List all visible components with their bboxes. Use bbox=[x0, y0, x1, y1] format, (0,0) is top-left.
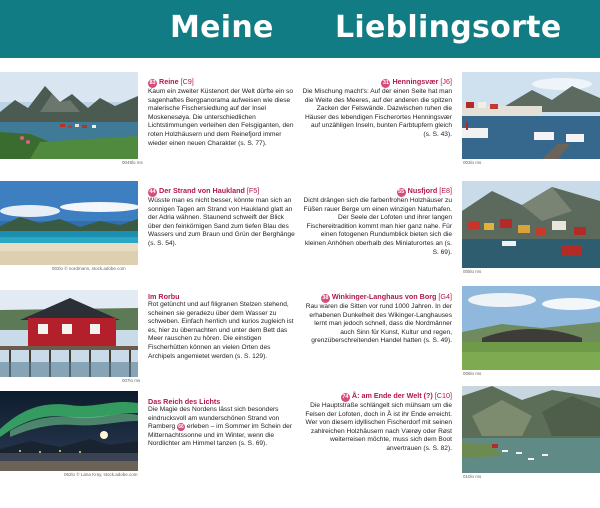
entry-title bbox=[148, 186, 298, 197]
map-reference: [C9] bbox=[180, 77, 194, 86]
photo-henningsvaer bbox=[462, 72, 600, 159]
photo-nusfjord bbox=[462, 181, 600, 268]
photo-credit: 003lo ms bbox=[463, 160, 482, 165]
map-reference: [G4] bbox=[438, 292, 452, 301]
entry-body bbox=[148, 406, 298, 449]
photo-haukland bbox=[0, 181, 138, 265]
entry-nusfjord bbox=[302, 186, 452, 257]
number-badge: 66 bbox=[178, 424, 184, 431]
place-name: Reine bbox=[159, 77, 179, 86]
entry-title bbox=[148, 77, 298, 88]
number-badge: 74 bbox=[342, 394, 349, 400]
place-name: Nusfjord bbox=[407, 186, 438, 195]
entry-body: Dicht drängen sich die farbenfrohen Holzhäuser zu Füßen rauer Berge um einen winzigen Naturhafen. Der Seele der Lofoten und ihrer langen Fischereitradition kommt man hier ganz nahe. Für einen fotogenen Rundumblick bieten sich die kleinen Anhöhen oberhalb des Miniaturortes an (s. S. 69). bbox=[303, 197, 452, 256]
entry-haukland bbox=[148, 186, 298, 249]
entry-rorbu bbox=[148, 292, 298, 361]
entry-body: Kaum ein zweiter Küstenort der Welt dürfte ein so sagenhaftes Bergpanorama aufweisen wie diese malerische Fischersiedlung auf der Insel Moskenesøya. Die unterschiedlichen Lichtstimmungen verleihen den Felsgiganten, den roten Holzhäusern und dem Reinefjord immer wieder einen neuen Charakter (s. S. 77). bbox=[148, 88, 294, 147]
number-badge: 44 bbox=[149, 189, 156, 195]
body-text-part: Die Magie des Nordens lässt sich besonders eindrucksvoll am wunderschönen Strand von Ramberg bbox=[148, 406, 280, 431]
photo-credit: 062lo © Lana Kray, stock.adobe.com bbox=[64, 472, 138, 477]
title-meine: Meine bbox=[170, 10, 274, 45]
entry-body: Rau waren die Sitten vor rund 1000 Jahren. In der erhabenen Dunkelheit des Wikinger-Langhauses lernt man jedoch schnell, dass die Nordmänner auch Sinn für Kunst, Kultur und regen, grenzüberschreitenden Handel hatten (s. S. 49). bbox=[305, 303, 452, 345]
photo-credit: 010lo ms bbox=[463, 474, 482, 479]
photo-credit: 0048lo ms bbox=[122, 160, 143, 165]
map-reference: [F5] bbox=[246, 186, 260, 195]
entry-body: Wüsste man es nicht besser, könnte man sich an sonnigen Tagen am Strand von Haukland glatt an der Adria wähnen. Staunend schweift der Blick über den feinkörnigen Sand zum tiefen Blau des Wassers und zum Braun und Grün der Berghänge (s. S. 54). bbox=[148, 197, 295, 247]
entry-reich-des-lichts bbox=[148, 397, 298, 449]
entry-body: Die Hauptstraße schlängelt sich mühsam um die Felsen der Lofoten, doch in Å ist ihr Ende erreicht. Wer von diesem idyllischen Fischerdorf mit seinen zahlreichen Holzhäusern nach Værøy oder Røst weiterreisen möchte, muss sich dem Boot anvertrauen (s. S. 82). bbox=[305, 402, 452, 452]
map-reference: [C10] bbox=[434, 391, 452, 400]
photo-credit: 005lo ms bbox=[463, 269, 482, 274]
entry-title bbox=[148, 397, 298, 406]
place-name: Henningsvær bbox=[392, 77, 439, 86]
map-reference: [J6] bbox=[440, 77, 452, 86]
number-badge: 31 bbox=[382, 80, 390, 86]
place-name: Im Rorbu bbox=[148, 292, 180, 301]
photo-credit: 007lo ms bbox=[122, 378, 141, 383]
entry-body: Rot getüncht und auf filigranen Stelzen stehend, scheinen sie geradezu über dem Wasser zu schweben. Einfach herrlich und kurios zugleich ist es, hier zu übernachten und unter dem Bett das Meer rauschen zu hören. Die einstigen Fischerhütten können an vielen Orten des Archipels angemietet werden (s. S. 129). bbox=[148, 301, 294, 360]
page-header bbox=[0, 0, 600, 58]
title-lieblingsorte: Lieblingsorte bbox=[335, 10, 562, 45]
number-badge: 83 bbox=[149, 80, 156, 86]
entry-title bbox=[148, 292, 298, 301]
place-name: Der Strand von Haukland bbox=[159, 186, 245, 195]
entry-title bbox=[302, 391, 452, 402]
entry-aa bbox=[302, 391, 452, 454]
photo-aa bbox=[462, 386, 600, 473]
place-name: Å: am Ende der Welt (?) bbox=[351, 391, 433, 400]
entry-title bbox=[302, 186, 452, 197]
photo-credit: 002lo © nordmann, stock.adobe.com bbox=[52, 266, 126, 271]
number-badge: 55 bbox=[398, 189, 405, 195]
photo-credit: 006lo ms bbox=[463, 371, 482, 376]
entry-title bbox=[302, 292, 452, 303]
place-name: Winkinger-Langhaus von Borg bbox=[331, 292, 437, 301]
entry-henningsvaer bbox=[302, 77, 452, 140]
photo-nordlichter bbox=[0, 391, 138, 471]
number-badge: 38 bbox=[322, 295, 329, 301]
entry-body: Die Mischung macht's: Auf der einen Seite hat man die Weite des Meeres, auf der anderen die spitzen Zacken der Felswände. Dazwischen ruhen die Häuser des lebendigen Fischerortes Henningsvær auf unzähligen Inseln, bunten Farbtupfern gleich (s. S. 43). bbox=[302, 88, 452, 138]
photo-borg-langhaus bbox=[462, 286, 600, 370]
entry-borg bbox=[302, 292, 452, 346]
map-reference: [E8] bbox=[439, 186, 452, 195]
entry-title bbox=[302, 77, 452, 88]
place-name: Das Reich des Lichts bbox=[148, 397, 221, 406]
entry-reine bbox=[148, 77, 298, 148]
photo-reine bbox=[0, 72, 138, 159]
photo-rorbu bbox=[0, 290, 138, 377]
body-text-part: erleben – im Sommer im Schein der Mitternachtssonne und im Winter, wenn die Nordlichter am Himmel tanzen (s. S. 69). bbox=[148, 423, 292, 448]
